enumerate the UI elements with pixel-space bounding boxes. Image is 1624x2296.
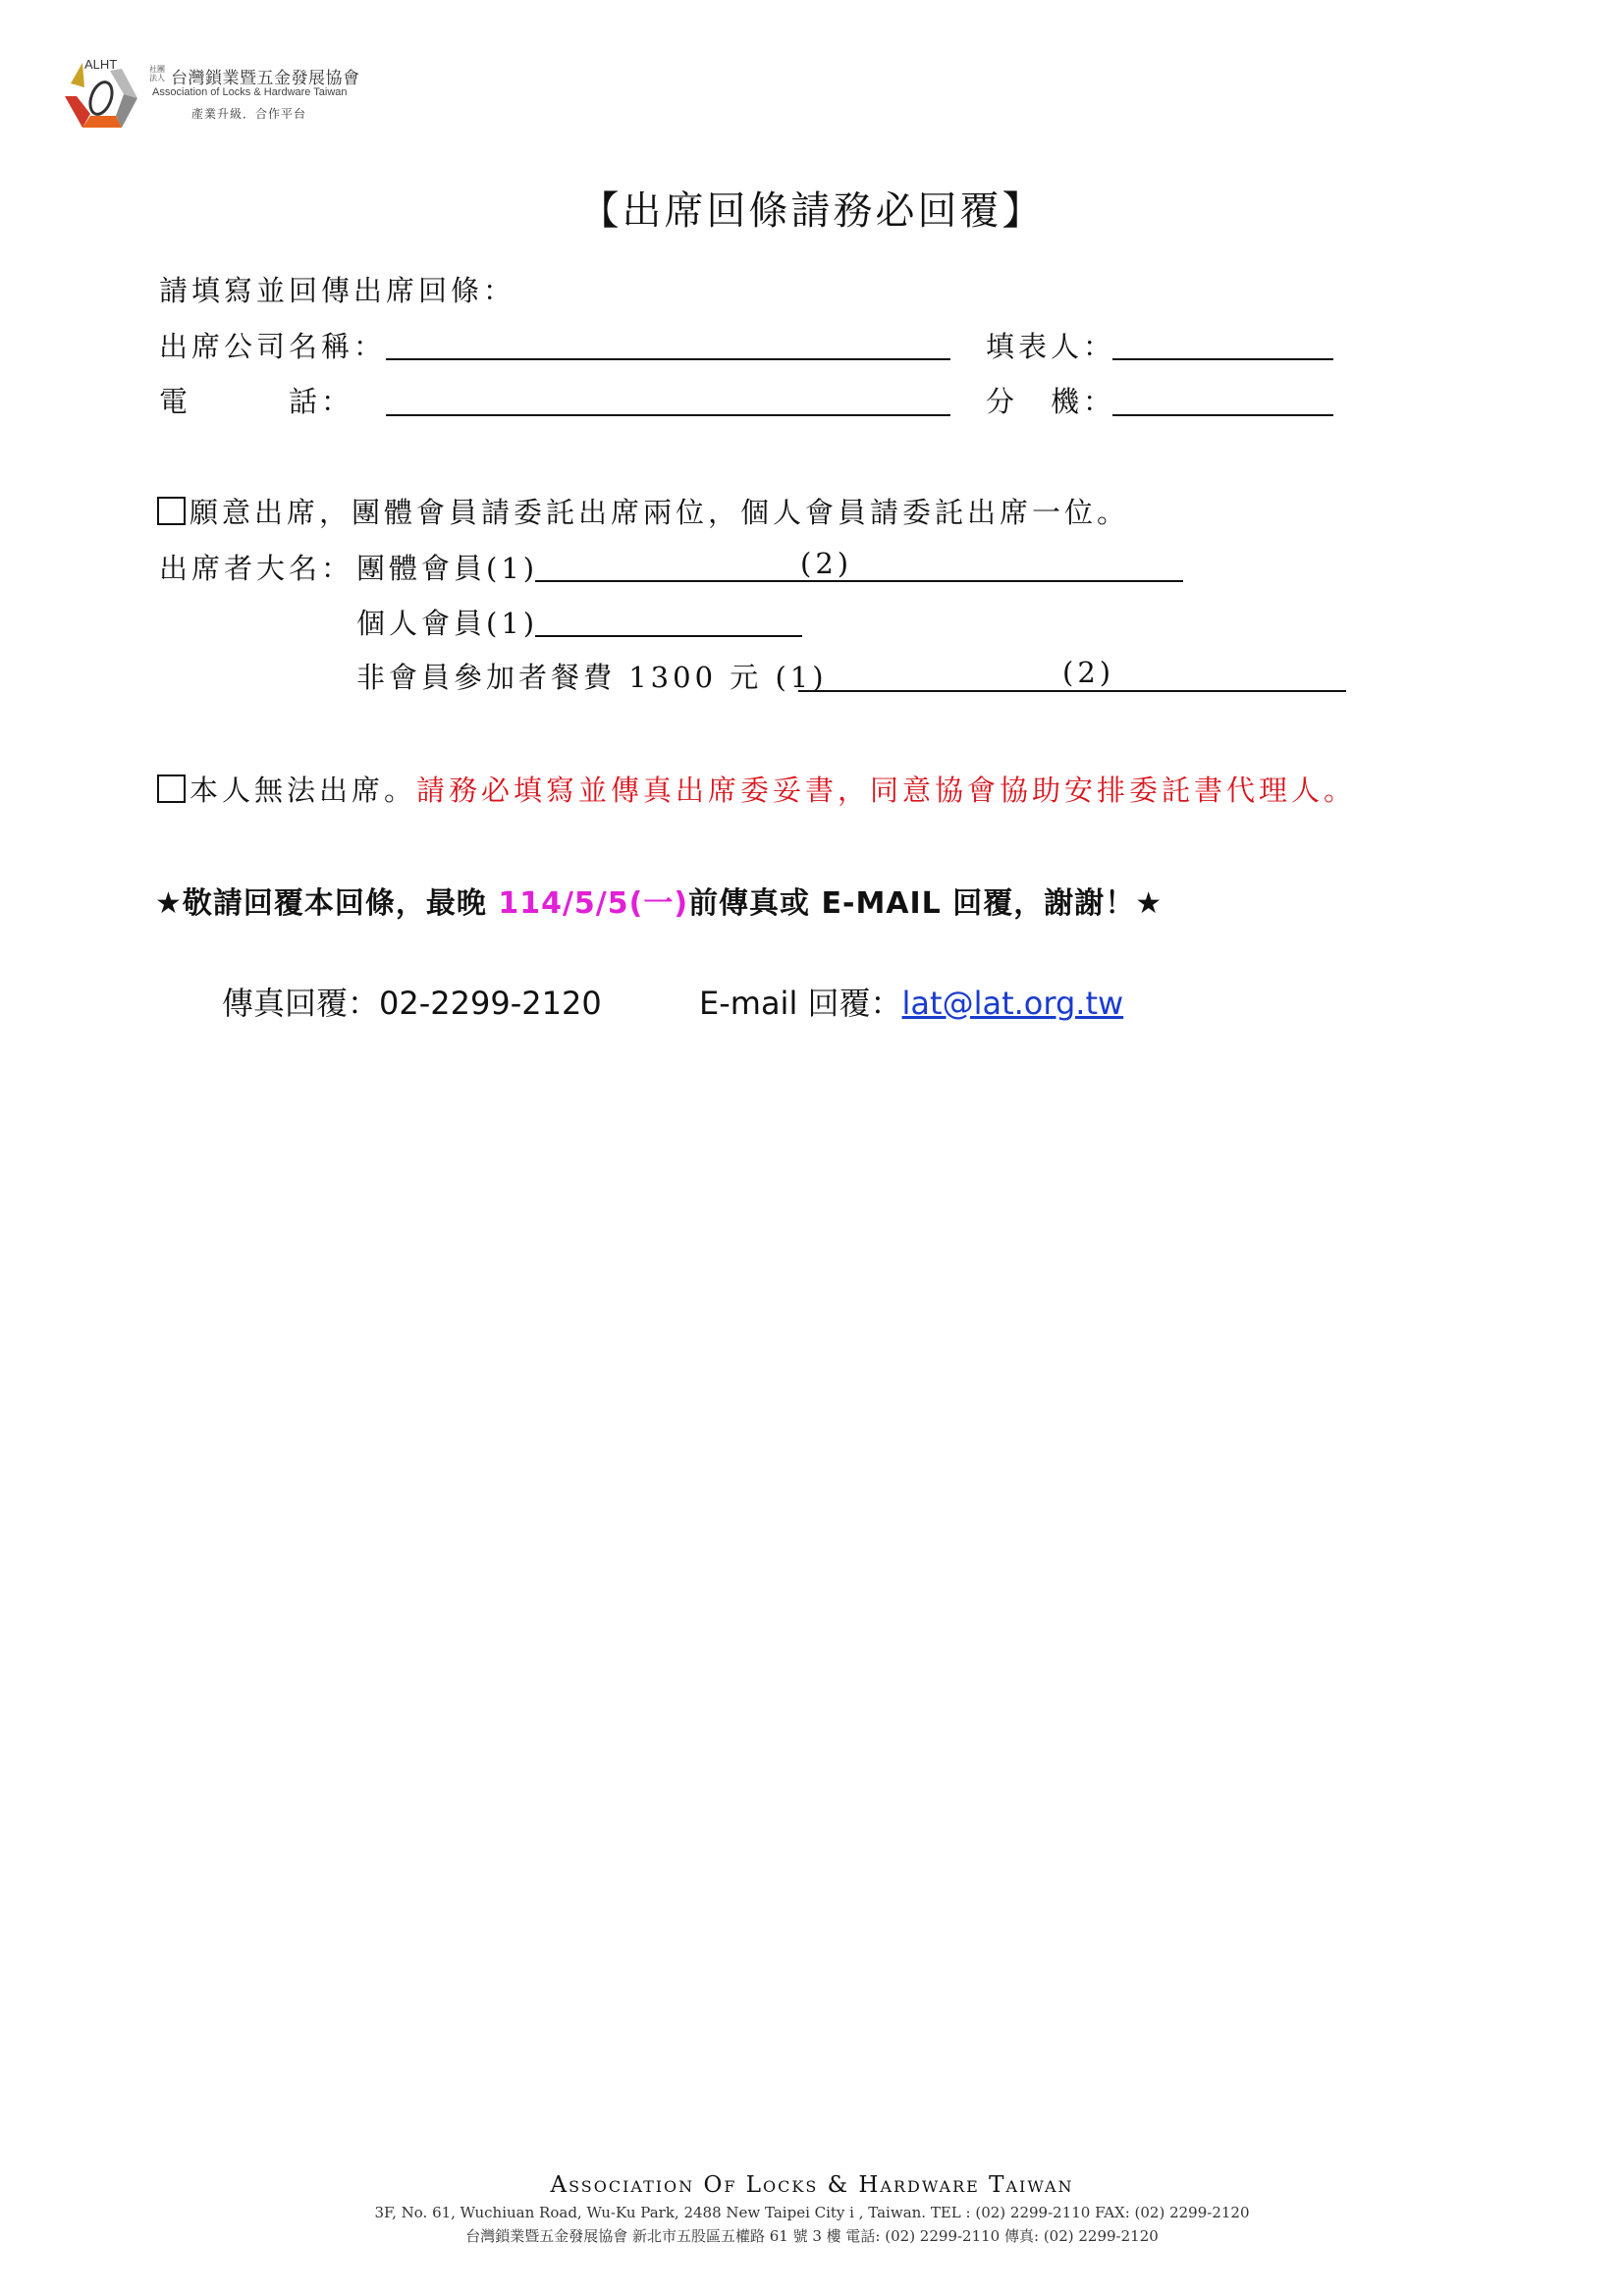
attend-checkbox[interactable] [157, 497, 186, 525]
attend-option[interactable] [157, 491, 1129, 531]
notice-prefix: ★敬請回覆本回條，最晚 [155, 886, 499, 921]
notice-suffix: 前傳真或 E-MAIL 回覆，謝謝！★ [688, 886, 1164, 921]
footer-address-en: 3F, No. 61, Wuchiuan Road, Wu-Ku Park, 2488 New Taipei City i , Taiwan. TEL : (02) 2299-2110 FAX: (02) 2299-2120 [374, 2204, 1250, 2221]
absent-note: 請務必填寫並傳真出席委妥書，同意協會協助安排委託書代理人。 [416, 774, 1357, 807]
email-link[interactable]: lat@lat.org.tw [901, 985, 1124, 1022]
filler-label: 填表人： [986, 330, 1116, 363]
footer-title: Association Of Locks & Hardware Taiwan [550, 2172, 1074, 2198]
attendee-names-label: 出席者大名： [159, 552, 354, 585]
extension-field[interactable] [1112, 414, 1333, 416]
absent-label: 本人無法出席。 [189, 774, 417, 807]
reply-notice [155, 879, 1163, 922]
phone-field[interactable] [386, 414, 950, 416]
individual-member-field[interactable] [535, 635, 802, 637]
group-member-label: 團體會員(1) [356, 552, 539, 585]
company-name-field[interactable] [386, 358, 950, 360]
deadline-date: 114/5/5(一) [498, 886, 689, 921]
extension-label: 分 機： [986, 385, 1116, 418]
fax-label: 傳真回覆： [222, 985, 380, 1022]
non-member-field[interactable] [798, 690, 1346, 692]
company-name-label: 出席公司名稱： [159, 330, 387, 363]
individual-member-label: 個人會員(1) [356, 607, 539, 640]
attend-label: 願意出席，團體會員請委託出席兩位，個人會員請委託出席一位。 [189, 496, 1130, 529]
footer-address-cn: 台灣鎖業暨五金發展協會 新北市五股區五權路 61 號 3 樓 電話: (02) 2299-2110 傳真: (02) 2299-2120 [465, 2227, 1159, 2245]
page-title: 【出席回條請務必回覆】 [579, 188, 1045, 234]
logo-name-cn: 台灣鎖業暨五金發展協會 [171, 69, 360, 88]
non-member-2-label: (2) [1062, 656, 1115, 689]
email-reply [699, 979, 1123, 1024]
logo-tag: ALHT [84, 57, 118, 72]
non-member-label: 非會員參加者餐費 1300 元 (1) [356, 661, 828, 694]
email-label: E-mail 回覆： [699, 985, 902, 1022]
filler-field[interactable] [1112, 358, 1333, 360]
absent-checkbox[interactable] [157, 774, 186, 803]
phone-label: 電 話： [159, 385, 354, 418]
group-member-2-label: (2) [800, 547, 853, 580]
intro-text: 請填寫並回傳出席回條： [159, 274, 516, 307]
logo-name-en: Association of Locks & Hardware Taiwan [152, 86, 348, 98]
absent-option[interactable] [157, 769, 1356, 809]
logo-small-text: 社團法人 [149, 65, 165, 82]
logo-slogan: 產業升級．合作平台 [191, 107, 307, 121]
fax-number: 02-2299-2120 [379, 985, 602, 1022]
group-member-field[interactable] [535, 580, 1183, 582]
fax-reply [222, 979, 602, 1024]
